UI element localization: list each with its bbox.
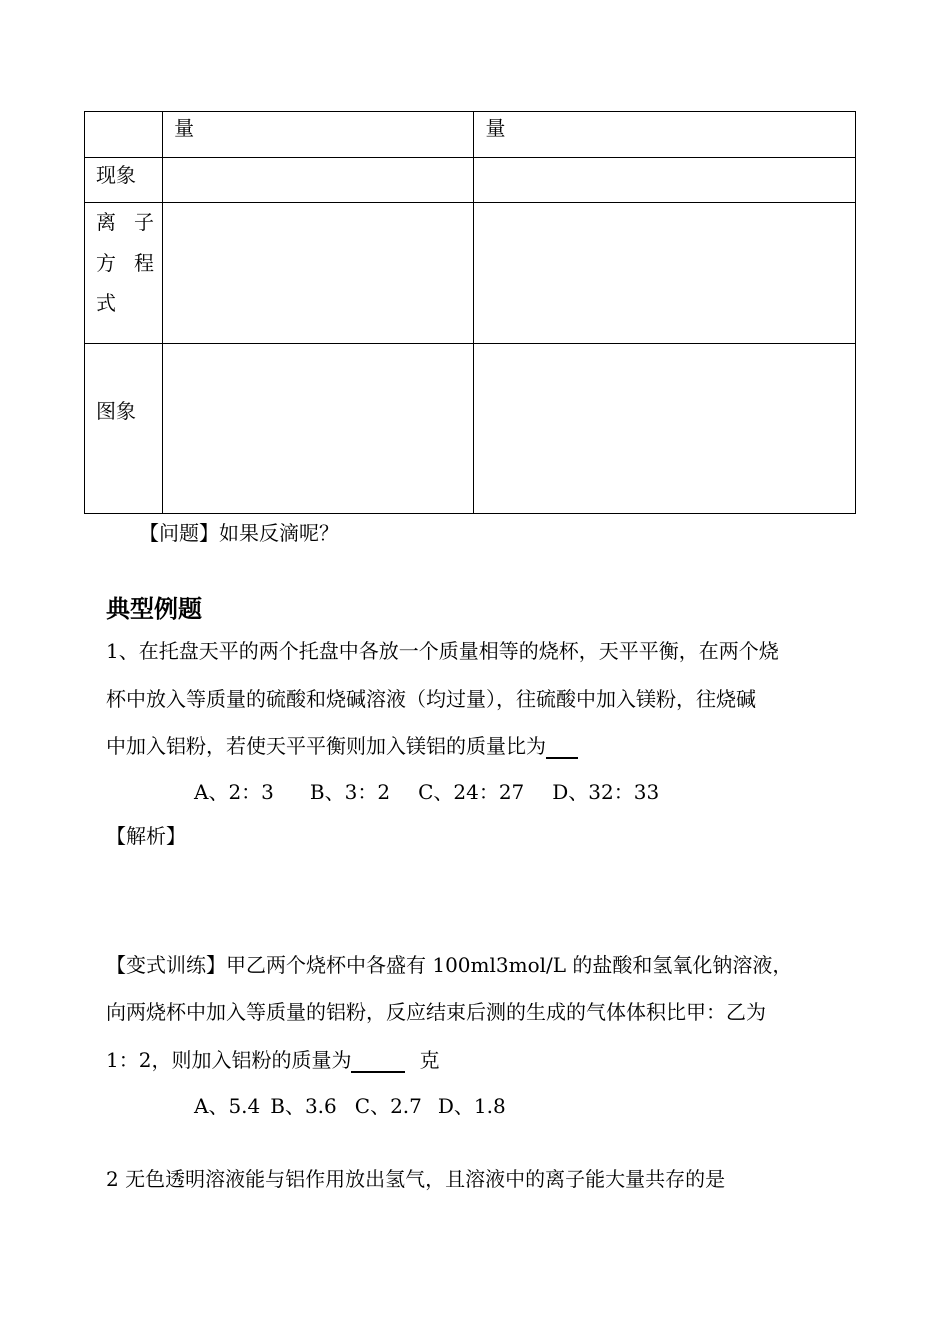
table-cell — [474, 158, 856, 203]
table-row-graph — [85, 344, 856, 514]
table-header-cell: 量 — [474, 112, 856, 158]
q1-line-2: 杯中放入等质量的硫酸和烧碱溶液（均过量），往硫酸中加入镁粉，往烧碱 — [106, 687, 756, 711]
table-header-row — [85, 112, 856, 158]
variant-options — [194, 1093, 506, 1119]
q1-analysis: 【解析】 — [106, 824, 186, 848]
comparison-table — [84, 111, 856, 514]
table-cell — [163, 203, 474, 344]
table-cell — [163, 158, 474, 203]
q1-options — [194, 779, 659, 805]
variant-option-a: A、5.4 — [194, 1094, 261, 1118]
table-cell — [163, 344, 474, 514]
row-label-ionic-equation: 离 子 方 程 式 — [85, 203, 163, 344]
question-line: 【问题】如果反滴呢？ — [139, 521, 339, 545]
table-row-phenomenon — [85, 158, 856, 203]
variant-line-3: 1：2，则加入铝粉的质量为 克 — [106, 1048, 440, 1072]
row-label-graph: 图象 — [85, 344, 163, 514]
variant-line-2: 向两烧杯中加入等质量的铝粉，反应结束后测的生成的气体体积比甲：乙为 — [106, 1000, 766, 1024]
table-corner-cell — [85, 112, 163, 158]
q1-line-1: 1、在托盘天平的两个托盘中各放一个质量相等的烧杯，天平平衡，在两个烧 — [106, 639, 779, 663]
table-cell — [474, 203, 856, 344]
q1-line-3: 中加入铝粉，若使天平平衡则加入镁铝的质量比为 — [106, 733, 578, 759]
section-title: 典型例题 — [106, 595, 202, 623]
variant-line-1: 【变式训练】甲乙两个烧杯中各盛有 100ml3mol/L 的盐酸和氢氧化钠溶液， — [106, 953, 793, 977]
table-header-cell: 量 — [163, 112, 474, 158]
table-cell — [474, 344, 856, 514]
q1-option-c: C、24：27 — [418, 780, 525, 804]
q2-line-1: 2 无色透明溶液能与铝作用放出氢气，且溶液中的离子能大量共存的是 — [106, 1167, 726, 1191]
q1-option-a: A、2：3 — [194, 780, 274, 804]
row-label-phenomenon: 现象 — [85, 158, 163, 203]
q1-option-d: D、32：33 — [552, 780, 660, 804]
q1-option-b: B、3：2 — [309, 780, 391, 804]
variant-option-b: B、3.6 — [270, 1094, 337, 1118]
answer-blank — [546, 735, 578, 759]
table-row-ionic-equation — [85, 203, 856, 344]
variant-option-d: D、1.8 — [437, 1094, 506, 1118]
variant-option-c: C、2.7 — [354, 1094, 422, 1118]
answer-blank — [351, 1049, 405, 1073]
